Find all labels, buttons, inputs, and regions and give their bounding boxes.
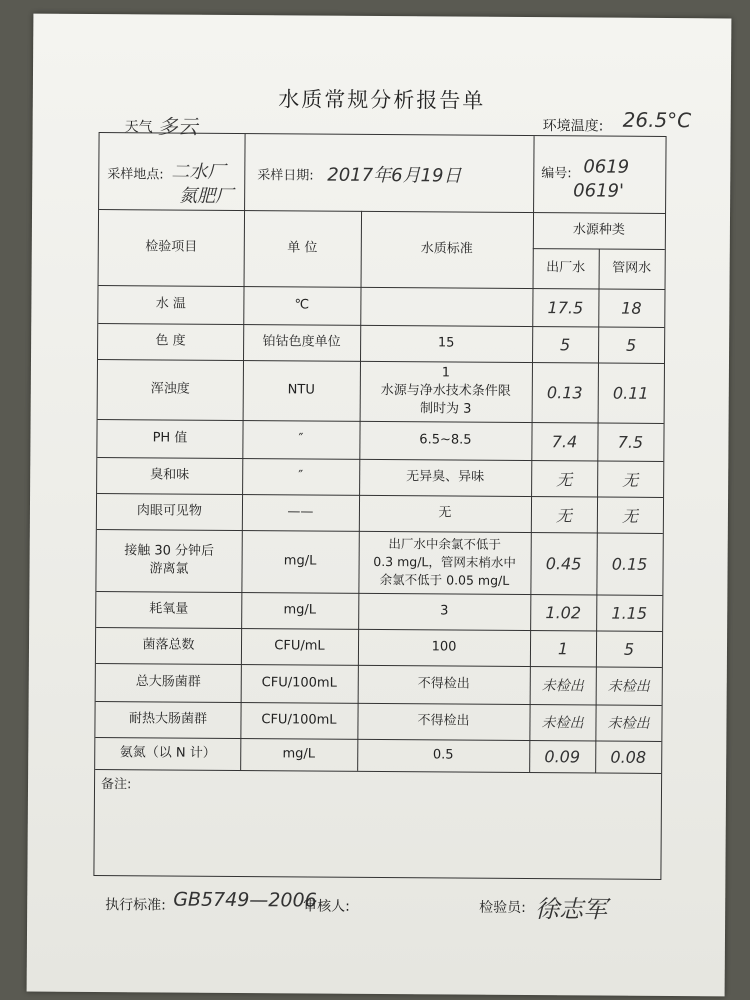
network-value: 1.15 — [611, 603, 648, 623]
report-sheet — [27, 14, 732, 997]
env-temp-label: 环境温度: — [542, 118, 604, 135]
number-value-line2: 0619' — [573, 180, 625, 202]
outlet-value: 0.45 — [545, 553, 582, 573]
unit-cell: mg/L — [282, 746, 316, 762]
unit-cell: mg/L — [283, 602, 317, 618]
header-standard: 水质标准 — [420, 241, 473, 257]
unit-cell: —— — [287, 504, 314, 520]
standard-line: 制时为 3 — [419, 401, 472, 417]
item-cell: 色 度 — [155, 333, 186, 349]
item-cell: 耗氧量 — [149, 601, 189, 617]
standard-line: 0.3 mg/L，管网末梢水中 — [373, 553, 516, 570]
standard-cell: 100 — [431, 639, 457, 655]
standard-line: 余氯不低于 0.05 mg/L — [379, 572, 510, 588]
item-cell: 耐热大肠菌群 — [128, 711, 208, 727]
unit-cell: NTU — [287, 382, 315, 398]
network-value: 0.08 — [610, 747, 647, 767]
item-cell: 水 温 — [155, 296, 187, 312]
item-cell: 肉眼可见物 — [136, 503, 203, 519]
item-line: 接触 30 分钟后 — [124, 543, 215, 559]
standard-cell: 15 — [437, 335, 455, 351]
weather-label: 天气 — [124, 119, 153, 136]
header-network: 管网水 — [612, 260, 652, 276]
network-value: 无 — [622, 470, 639, 490]
network-value: 0.11 — [612, 383, 649, 403]
unit-cell: CFU/mL — [274, 638, 325, 654]
inspector-label: 检验员: — [479, 899, 526, 917]
standard-cell: 3 — [440, 603, 449, 619]
number-label: 编号: — [541, 166, 572, 182]
remarks-label: 备注: — [100, 777, 132, 793]
standard-cell: 不得检出 — [417, 713, 470, 729]
outlet-value: 未检出 — [541, 715, 584, 732]
outlet-value: 未检出 — [541, 678, 584, 695]
item-line: 游离氯 — [149, 561, 189, 577]
standard-cell: 不得检出 — [417, 676, 470, 692]
outlet-value: 7.4 — [551, 431, 578, 451]
inspector-signature: 徐志军 — [535, 895, 608, 924]
date-label: 采样日期: — [257, 168, 314, 184]
unit-cell: CFU/100mL — [261, 712, 337, 728]
header-outlet: 出厂水 — [546, 260, 586, 276]
network-value: 0.15 — [611, 554, 648, 574]
header-source-type: 水源种类 — [572, 222, 625, 238]
outlet-value: 1.02 — [545, 602, 582, 622]
network-value: 未检出 — [607, 715, 650, 732]
env-temp-value: 26.5°C — [622, 107, 692, 133]
unit-cell: mg/L — [283, 553, 317, 569]
reviewer-label: 审核人: — [303, 898, 350, 915]
date-value: 2017年6月19日 — [327, 164, 462, 187]
number-value-line1: 0619 — [583, 156, 630, 178]
site-label: 采样地点: — [107, 167, 164, 183]
item-cell: 臭和味 — [150, 467, 190, 483]
report-table — [93, 132, 666, 880]
site-value-line2: 氮肥厂 — [179, 185, 234, 207]
standard-value: GB5749—2006 — [173, 888, 317, 912]
standard-line: 出厂水中余氯不低于 — [388, 536, 502, 552]
standard-cell — [360, 361, 532, 422]
header-unit: 单 位 — [287, 240, 318, 256]
outlet-value: 0.09 — [544, 746, 581, 766]
item-cell: 氨氮（以 N 计） — [119, 745, 216, 761]
item-cell: 总大肠菌群 — [135, 674, 201, 690]
header-item: 检验项目 — [145, 239, 198, 255]
outlet-value: 17.5 — [547, 297, 584, 317]
unit-cell: 铂钴色度单位 — [262, 334, 341, 350]
outlet-value: 0.13 — [546, 382, 583, 402]
unit-cell: ″ — [298, 468, 304, 484]
outlet-value: 无 — [555, 505, 572, 525]
report-title: 水质常规分析报告单 — [278, 87, 486, 113]
network-value: 5 — [623, 639, 635, 659]
outlet-value: 5 — [559, 334, 571, 354]
standard-cell — [360, 287, 532, 326]
col-divider — [244, 134, 246, 210]
item-cell: 菌落总数 — [142, 637, 195, 653]
network-value: 18 — [621, 298, 642, 318]
item-cell — [96, 529, 241, 592]
standard-line: 1 — [441, 365, 451, 381]
standard-cell — [358, 531, 530, 594]
item-cell: 浑浊度 — [150, 381, 190, 397]
standard-cell: 无异臭、异味 — [406, 469, 485, 485]
outlet-value: 无 — [556, 469, 573, 489]
unit-cell: CFU/100mL — [261, 675, 337, 691]
standard-cell: 0.5 — [432, 747, 454, 763]
unit-cell: ℃ — [294, 297, 310, 313]
standard-line: 水源与净水技术条件限 — [380, 383, 511, 399]
unit-cell: ″ — [298, 431, 304, 447]
standard-cell: 6.5~8.5 — [419, 432, 472, 448]
network-value: 未检出 — [607, 678, 650, 695]
standard-label: 执行标准: — [105, 897, 166, 914]
network-value: 7.5 — [617, 432, 644, 452]
outlet-value: 1 — [557, 638, 569, 658]
item-cell: PH 值 — [152, 430, 188, 446]
standard-cell: 无 — [438, 505, 452, 521]
network-value: 5 — [625, 335, 637, 355]
weather-value: 多云 — [157, 114, 198, 139]
network-value: 无 — [621, 506, 638, 526]
site-value-line1: 二水厂 — [171, 161, 226, 183]
